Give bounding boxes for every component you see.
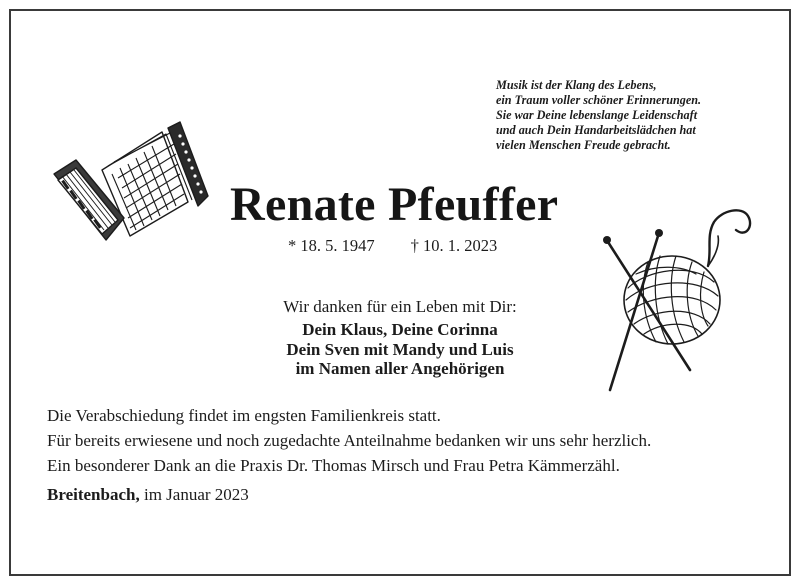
quote-line: Sie war Deine lebenslange Leidenschaft xyxy=(496,108,698,122)
yarn-ball-knitting-needles-icon xyxy=(596,200,756,396)
death-date: † 10. 1. 2023 xyxy=(410,236,498,255)
life-dates xyxy=(288,236,497,256)
signers xyxy=(220,320,580,379)
quote xyxy=(496,78,701,153)
signer-line: Dein Sven mit Mandy und Luis xyxy=(286,339,514,359)
body-line: Für bereits erwiesene und noch zugedachte Anteilnahme bedanken wir uns sehr herzlich. xyxy=(47,431,652,450)
place-date xyxy=(47,484,249,506)
place-town: Breitenbach, xyxy=(47,485,140,504)
body-line: Die Verabschiedung findet im engsten Familienkreis statt. xyxy=(47,406,441,425)
birth-date: * 18. 5. 1947 xyxy=(288,236,375,255)
thanks-line: Wir danken für ein Leben mit Dir: xyxy=(283,297,517,316)
notice-body xyxy=(47,403,651,478)
deceased-name: Renate Pfeuffer xyxy=(230,178,559,231)
body-line: Ein besonderer Dank an die Praxis Dr. Thomas Mirsch und Frau Petra Kämmerzähl. xyxy=(47,456,620,475)
quote-line: vielen Menschen Freude gebracht. xyxy=(496,138,671,152)
place-month: im Januar 2023 xyxy=(143,485,249,504)
accordion-icon xyxy=(50,118,210,248)
quote-line: Musik ist der Klang des Lebens, xyxy=(496,78,657,92)
signer-line: im Namen aller Angehörigen xyxy=(295,359,505,378)
quote-line: ein Traum voller schöner Erinnerungen. xyxy=(496,93,702,107)
quote-line: und auch Dein Handarbeitslädchen hat xyxy=(496,123,696,137)
signer-line: Dein Klaus, Deine Corinna xyxy=(302,320,498,339)
